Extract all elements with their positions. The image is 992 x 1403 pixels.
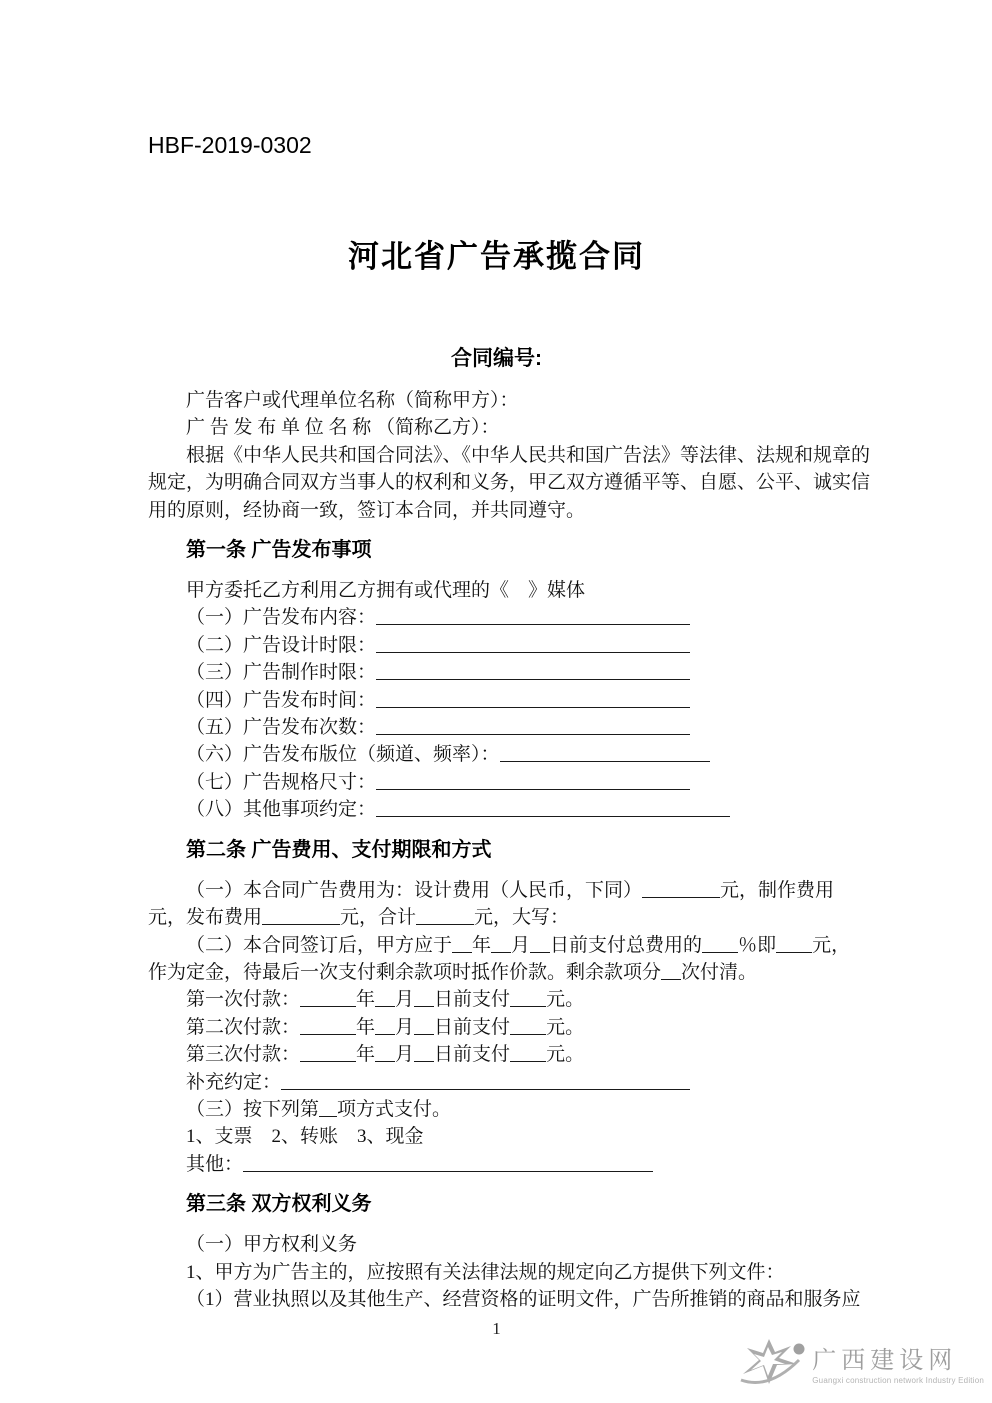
doc-text: 日前支付 (434, 1016, 511, 1038)
blank-underline (414, 1043, 434, 1062)
blank-underline (414, 1016, 434, 1035)
doc-text: 次付清。 (681, 961, 758, 983)
doc-text: 月 (395, 1044, 415, 1066)
doc-line (148, 741, 845, 768)
doc-line (148, 1151, 845, 1178)
doc-text: 1、甲方为广告主的，应按照有关法律法规的规定向乙方提供下列文件： (186, 1261, 785, 1283)
blank-underline (376, 661, 690, 680)
blank-underline (300, 988, 356, 1007)
doc-text: 年 (472, 934, 492, 956)
doc-text: 月 (511, 934, 531, 956)
doc-text: ％即 (738, 934, 777, 956)
doc-text: 年 (356, 1044, 376, 1066)
doc-line (148, 1041, 845, 1068)
doc-text: （二）广告设计时限： (186, 634, 377, 656)
doc-line (148, 959, 845, 986)
doc-text: 1、支票 2、转账 3、现金 (186, 1126, 424, 1148)
blank-underline (510, 1016, 546, 1035)
blank-underline (376, 606, 690, 625)
doc-line (148, 414, 845, 441)
doc-line (148, 577, 845, 604)
doc-text: 根据《中华人民共和国合同法》、《中华人民共和国广告法》等法律、法规和规章的 (186, 444, 871, 466)
doc-text: 甲方委托乙方利用乙方拥有或代理的《 》媒体 (186, 580, 586, 602)
blank-underline (500, 743, 710, 762)
doc-text: 元，发布费用 (148, 907, 263, 929)
doc-line (148, 1069, 845, 1096)
doc-text: 第一条 广告发布事项 (186, 539, 372, 562)
blank-underline (376, 798, 730, 817)
doc-text: 用的原则，经协商一致，签订本合同，并共同遵守。 (148, 499, 586, 521)
watermark-site-name: 广西建设网 (812, 1346, 958, 1374)
blank-underline (452, 933, 472, 952)
star-logo-icon (735, 1338, 807, 1395)
doc-text: 广告客户或代理单位名称（简称甲方）： (186, 390, 519, 411)
contract-number-label: 合同编号: (451, 347, 542, 370)
doc-line (148, 1014, 845, 1041)
doc-text: 广 告 发 布 单 位 名 称 （简称乙方）： (186, 417, 500, 439)
doc-text: 其他： (186, 1153, 244, 1175)
doc-text: 月 (395, 1016, 415, 1038)
doc-line (148, 442, 871, 469)
doc-text: （三）广告制作时限： (186, 662, 377, 684)
doc-text: 第三条 双方权利义务 (186, 1193, 372, 1216)
doc-text: 补充约定： (186, 1071, 282, 1093)
page-number: 1 (492, 1319, 501, 1339)
blank-underline (319, 1098, 337, 1117)
doc-text: （五）广告发布次数： (186, 717, 377, 739)
doc-text: 项方式支付。 (337, 1098, 452, 1120)
doc-text: 元。 (546, 1016, 585, 1038)
doc-text: 第三次付款： (186, 1044, 301, 1066)
doc-text: 第二条 广告费用、支付期限和方式 (186, 838, 492, 861)
blank-underline (376, 716, 690, 735)
watermark-text (812, 1348, 984, 1385)
doc-line (148, 469, 871, 496)
doc-text: 年 (356, 989, 376, 1011)
doc-line (148, 796, 845, 823)
doc-line (148, 1286, 861, 1313)
doc-line (148, 1259, 845, 1286)
blank-underline (642, 879, 720, 898)
doc-text: 元。 (546, 1044, 585, 1066)
blank-underline (300, 1043, 356, 1062)
doc-text: 元，合计 (340, 907, 417, 929)
doc-text: （八）其他事项约定： (186, 799, 377, 821)
blank-underline (376, 771, 690, 790)
doc-text: 作为定金，待最后一次支付剩余款项时抵作价款。剩余款项分 (148, 961, 662, 983)
watermark-caption: Guangxi construction network Industry Edition (812, 1376, 984, 1386)
doc-line (148, 659, 845, 686)
blank-underline (375, 1016, 395, 1035)
blank-underline (262, 906, 340, 925)
doc-text: 年 (356, 1016, 376, 1038)
doc-text: 日前支付 (434, 989, 511, 1011)
doc-text: 元。 (546, 989, 585, 1011)
blank-underline (510, 1043, 546, 1062)
doc-line (148, 687, 845, 714)
doc-text: 第一次付款： (186, 989, 301, 1011)
doc-text: 元，大写： (474, 907, 570, 929)
blank-underline (376, 634, 690, 653)
doc-line (148, 497, 845, 524)
doc-text: （六）广告发布版位（频道、频率）： (186, 744, 500, 766)
doc-text: 月 (395, 989, 415, 1011)
blank-underline (776, 933, 812, 952)
doc-line (148, 769, 845, 796)
doc-line (148, 904, 845, 931)
doc-line (148, 604, 845, 631)
watermark-logo (735, 1338, 984, 1395)
doc-text: （四）广告发布时间： (186, 689, 377, 711)
blank-underline (702, 933, 738, 952)
doc-text: （一）广告发布内容： (186, 607, 377, 629)
doc-text: （七）广告规格尺寸： (186, 771, 377, 793)
doc-text: （一）本合同广告费用为：设计费用（人民币，下同） (186, 879, 643, 901)
doc-line (148, 632, 845, 659)
section-heading (148, 837, 845, 864)
doc-line (148, 1231, 845, 1258)
section-heading (148, 537, 845, 564)
doc-text: 规定，为明确合同双方当事人的权利和义务，甲乙双方遵循平等、自愿、公平、诚实信 (148, 472, 871, 494)
doc-line (148, 714, 845, 741)
blank-underline (414, 988, 434, 1007)
section-heading (148, 1191, 845, 1218)
blank-underline (300, 1016, 356, 1035)
blank-underline (243, 1153, 653, 1172)
doc-line (148, 932, 851, 959)
blank-underline (661, 961, 681, 980)
doc-text: 元，制作费用 (720, 879, 835, 901)
document-body (148, 387, 871, 1313)
blank-underline (416, 906, 474, 925)
doc-line (148, 1123, 845, 1150)
blank-underline (375, 988, 395, 1007)
doc-line (148, 1096, 845, 1123)
blank-underline (376, 689, 690, 708)
blank-underline (491, 933, 511, 952)
doc-text: 日前支付总费用的 (550, 934, 703, 956)
doc-text: （三）按下列第 (186, 1098, 320, 1120)
document-code: HBF-2019-0302 (148, 132, 312, 158)
doc-text: （一）甲方权利义务 (186, 1234, 358, 1256)
doc-text: （二）本合同签订后，甲方应于 (186, 934, 453, 956)
doc-text: 元， (812, 934, 851, 956)
doc-line (148, 387, 845, 414)
doc-text: 日前支付 (434, 1044, 511, 1066)
doc-text: （1）营业执照以及其他生产、经营资格的证明文件，广告所推销的商品和服务应 (186, 1288, 861, 1310)
blank-underline (375, 1043, 395, 1062)
document-title: 河北省广告承揽合同 (348, 239, 645, 274)
blank-underline (530, 933, 550, 952)
blank-underline (510, 988, 546, 1007)
blank-underline (281, 1070, 690, 1089)
doc-line (148, 986, 845, 1013)
doc-line (148, 877, 845, 904)
doc-text: 第二次付款： (186, 1016, 301, 1038)
